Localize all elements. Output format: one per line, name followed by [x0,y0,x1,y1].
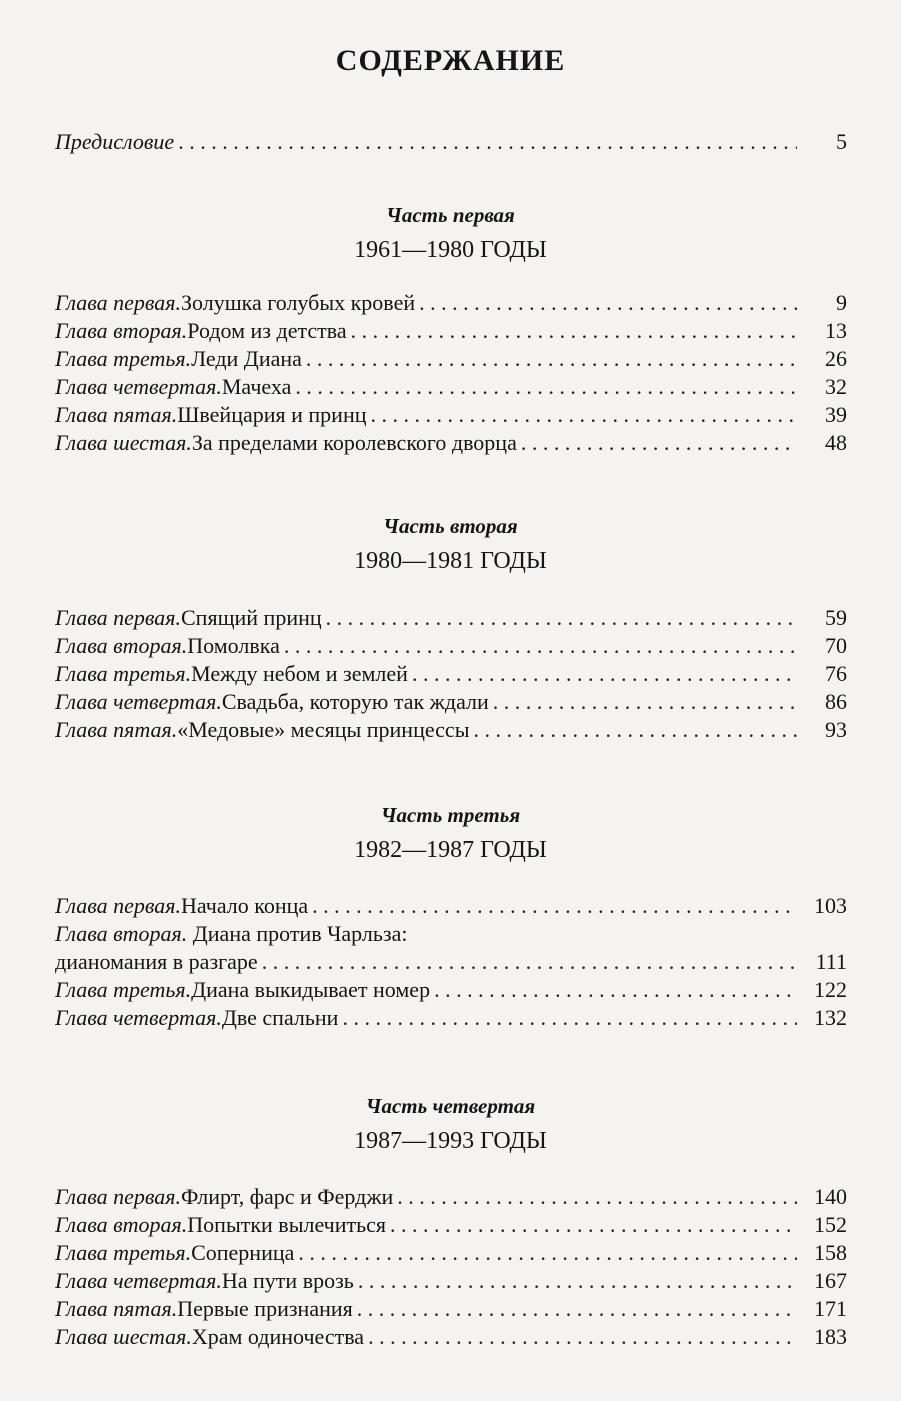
page-number: 152 [814,1212,847,1237]
toc-entry[interactable] [55,891,847,921]
chapter-number: Глава третья. [55,1240,192,1265]
toc-entry[interactable] [55,687,847,717]
leader-dots [295,372,797,402]
chapter-number: Глава шестая. [55,1324,192,1349]
chapter-title: Начало конца [181,893,309,918]
chapter-number: Глава вторая. [55,921,188,946]
toc-entry[interactable] [55,400,847,430]
part-label: Часть третья [380,803,521,827]
leader-dots [357,1294,797,1324]
leader-dots [326,603,797,633]
page-number: 86 [825,689,847,714]
chapter-number: Глава пятая. [55,402,178,427]
page-number: 26 [825,346,847,371]
page-number: 158 [814,1240,847,1265]
chapter-number: Глава третья. [55,661,192,686]
toc-entry[interactable] [55,1322,847,1352]
chapter-title: На пути врозь [221,1268,354,1293]
page-number: 76 [825,661,847,686]
leader-dots [390,1210,797,1240]
chapter-title: Храм одиночества [191,1324,365,1349]
leader-dots [371,400,797,430]
leader-dots [434,975,797,1005]
chapter-title-continued: дианомания в разгаре [55,949,258,974]
toc-entry[interactable] [55,288,847,318]
page-number: 111 [815,949,847,974]
chapter-title: За пределами королевского дворца [191,430,517,455]
leader-dots [412,659,797,689]
toc-entry-preface[interactable] [55,127,847,157]
preface-label: Предисловие [55,129,175,154]
toc-entry[interactable] [55,1266,847,1296]
toc-entry-line[interactable] [55,919,407,949]
page-number: 32 [825,374,847,399]
chapter-number: Глава вторая. [55,318,188,343]
chapter-title: Мачеха [221,374,292,399]
chapter-number: Глава четвертая. [55,1005,222,1030]
leader-dots [342,1003,797,1033]
toc-entry[interactable] [55,1238,847,1268]
chapter-number: Глава вторая. [55,633,188,658]
chapter-number: Глава четвертая. [55,374,222,399]
toc-entry[interactable] [55,975,847,1005]
toc-entry[interactable] [55,715,847,745]
toc-entry[interactable] [55,1294,847,1324]
chapter-title: Золушка голубых кровей [181,290,416,315]
leader-dots [298,1238,797,1268]
toc-entry[interactable] [55,316,847,346]
part-label: Часть вторая [383,514,518,538]
chapter-title: Спящий принц [181,605,322,630]
page-number: 122 [814,977,847,1002]
toc-entry[interactable] [55,947,847,977]
toc-entry[interactable] [55,659,847,689]
page-number: 132 [814,1005,847,1030]
page-number: 183 [814,1324,847,1349]
chapter-title: «Медовые» месяцы принцессы [177,717,470,742]
page-number: 13 [825,318,847,343]
chapter-title: Между небом и землей [191,661,408,686]
chapter-title: Диана против Чарльза: [187,921,408,946]
chapter-number: Глава шестая. [55,430,192,455]
chapter-number: Глава пятая. [55,717,178,742]
chapter-number: Глава четвертая. [55,1268,222,1293]
chapter-title: Две спальни [221,1005,339,1030]
chapter-title: Швейцария и принц [177,402,367,427]
chapter-number: Глава первая. [55,1184,181,1209]
part-years: 1987—1993 ГОДЫ [354,1128,547,1154]
leader-dots [312,891,797,921]
chapter-number: Глава первая. [55,605,181,630]
chapter-title: Флирт, фарс и Ферджи [181,1184,394,1209]
part-label: Часть первая [386,203,515,227]
leader-dots [521,428,797,458]
part-years: 1980—1981 ГОДЫ [354,548,547,574]
toc-entry[interactable] [55,1182,847,1212]
part-label: Часть четвертая [365,1094,536,1118]
page-number: 39 [825,402,847,427]
page-number: 59 [825,605,847,630]
page-number: 103 [814,893,847,918]
leader-dots [178,127,797,157]
toc-entry[interactable] [55,344,847,374]
leader-dots [473,715,797,745]
chapter-title: Родом из детства [187,318,347,343]
page-title: СОДЕРЖАНИЕ [335,44,566,77]
toc-entry[interactable] [55,603,847,633]
leader-dots [351,316,797,346]
chapter-number: Глава первая. [55,290,181,315]
toc-entry[interactable] [55,372,847,402]
page-number: 140 [814,1184,847,1209]
page-number: 5 [836,129,847,154]
chapter-number: Глава третья. [55,346,192,371]
chapter-number: Глава вторая. [55,1212,188,1237]
chapter-number: Глава третья. [55,977,192,1002]
leader-dots [493,687,797,717]
page-number: 167 [814,1268,847,1293]
chapter-title: Леди Диана [191,346,302,371]
toc-entry[interactable] [55,428,847,458]
leader-dots [419,288,797,318]
chapter-number: Глава пятая. [55,1296,178,1321]
chapter-title: Попытки вылечиться [187,1212,387,1237]
chapter-number: Глава четвертая. [55,689,222,714]
leader-dots [306,344,797,374]
chapter-title: Соперница [191,1240,295,1265]
leader-dots [284,631,797,661]
chapter-title: Свадьба, которую так ждали [221,689,489,714]
leader-dots [358,1266,797,1296]
leader-dots [397,1182,797,1212]
chapter-title: Первые признания [177,1296,353,1321]
chapter-number: Глава первая. [55,893,181,918]
toc-entry[interactable] [55,1210,847,1240]
page-number: 171 [814,1296,847,1321]
leader-dots [262,947,797,977]
part-years: 1982—1987 ГОДЫ [354,837,547,863]
toc-entry[interactable] [55,631,847,661]
part-years: 1961—1980 ГОДЫ [354,237,547,263]
page-number: 9 [836,290,847,315]
page-number: 93 [825,717,847,742]
leader-dots [368,1322,797,1352]
page-number: 48 [825,430,847,455]
toc-entry[interactable] [55,1003,847,1033]
page-number: 70 [825,633,847,658]
chapter-title: Помолвка [187,633,280,658]
chapter-title: Диана выкидывает номер [191,977,431,1002]
